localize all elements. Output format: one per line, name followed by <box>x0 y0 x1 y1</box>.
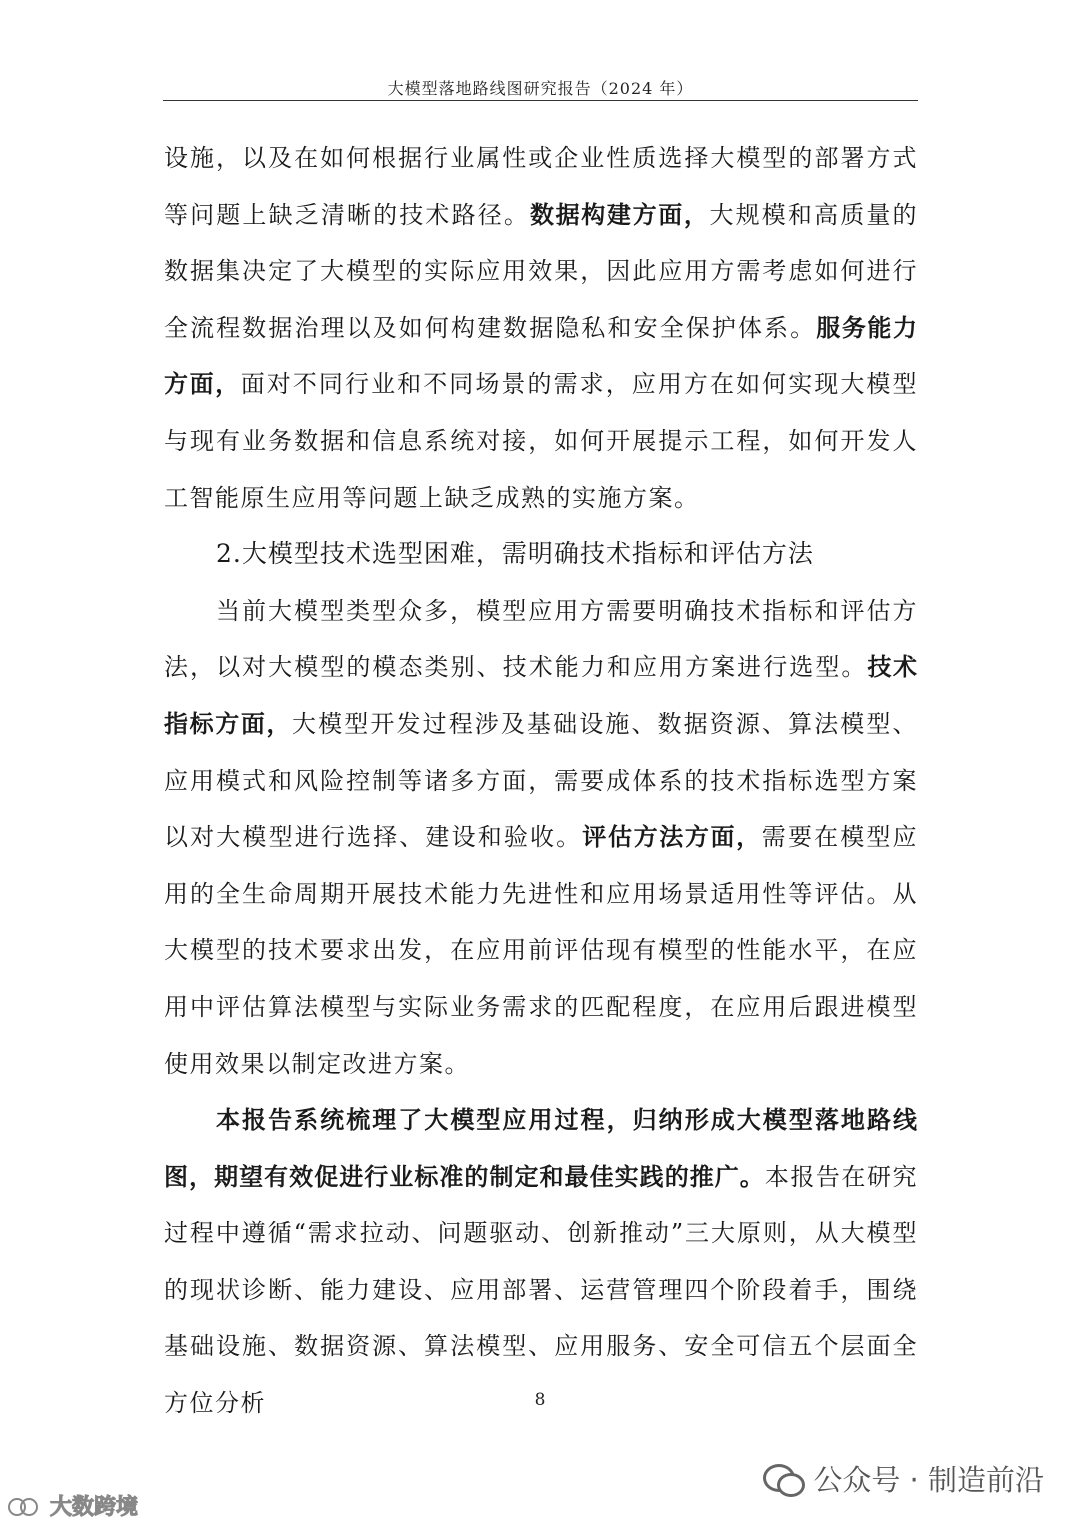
p2-text-e: 需要在模型应用的全生命周期开展技术能力先进性和应用场景适用性等评估。从大模型的技术要求出发，在应用前评估现有模型的性能水平，在应用中评估算法模型与实际业务需求的匹配程度，在应用后跟进模型使用效果以制定改进方案。 <box>164 823 919 1078</box>
watermark-brand-text: 大数跨境 <box>50 1495 139 1520</box>
watermark-brand <box>6 1490 138 1521</box>
p3-text: 本报告在研究过程中遵循“需求拉动、问题驱动、创新推动”三大原则，从大模型的现状诊断、能力建设、应用部署、运营管理四个阶段着手，围绕基础设施、数据资源、算法模型、应用服务、安全可信五个层面全方位分析 <box>164 1162 919 1418</box>
link-icon <box>6 1496 46 1516</box>
p1-text-c: 大规模和高质量的数据集决定了大模型的实际应用效果，因此应用方需考虑如何进行全流程数据治理以及如何构建数据隐私和安全保护体系。 <box>164 200 918 342</box>
running-header: 大模型落地路线图研究报告（2024 年） <box>387 79 694 98</box>
paragraph-2 <box>164 583 918 1092</box>
paragraph-1 <box>164 130 918 526</box>
p2-text-c: 大模型开发过程涉及基础设施、数据资源、算法模型、应用模式和风险控制等诸多方面，需要成体系的技术指标选型方案以对大模型进行选择、建设和验收。 <box>164 709 919 852</box>
paragraph-3 <box>164 1092 918 1432</box>
p1-text-e: 面对不同行业和不同场景的需求，应用方在如何实现大模型与现有业务数据和信息系统对接，如何开展提示工程，如何开发人工智能原生应用等问题上缺乏成熟的实施方案。 <box>164 370 919 512</box>
header-rule <box>163 100 918 101</box>
p3-emphasis: 本报告系统梳理了大模型应用过程，归纳形成大模型落地路线图，期望有效促进行业标准的制定和最佳实践的推广。 <box>164 1106 918 1191</box>
document-body <box>164 130 918 1432</box>
p1-text-a: 设施，以及在如何根据行业属性或企业性质选择大模型的部署方式等问题上缺乏清晰的技术路径。 <box>164 144 918 229</box>
watermark-wechat <box>763 1458 1044 1499</box>
p2-text-a: 当前大模型类型众多，模型应用方需要明确技术指标和评估方法，以对大模型的模态类别、技术能力和应用方案进行选型。 <box>164 596 918 682</box>
p2-emphasis-tech: 技术指标方面， <box>164 653 919 738</box>
p1-emphasis-service: 服务能力方面， <box>164 313 919 399</box>
page-number: 8 <box>534 1390 546 1410</box>
p2-emphasis-eval: 评估方法方面， <box>582 823 762 852</box>
section-heading: 2.大模型技术选型困难，需明确技术指标和评估方法 <box>216 539 814 569</box>
watermark-wechat-text: 公众号 · 制造前沿 <box>813 1463 1044 1497</box>
p1-emphasis-data: 数据构建方面， <box>530 200 710 229</box>
wechat-icon <box>763 1462 803 1496</box>
